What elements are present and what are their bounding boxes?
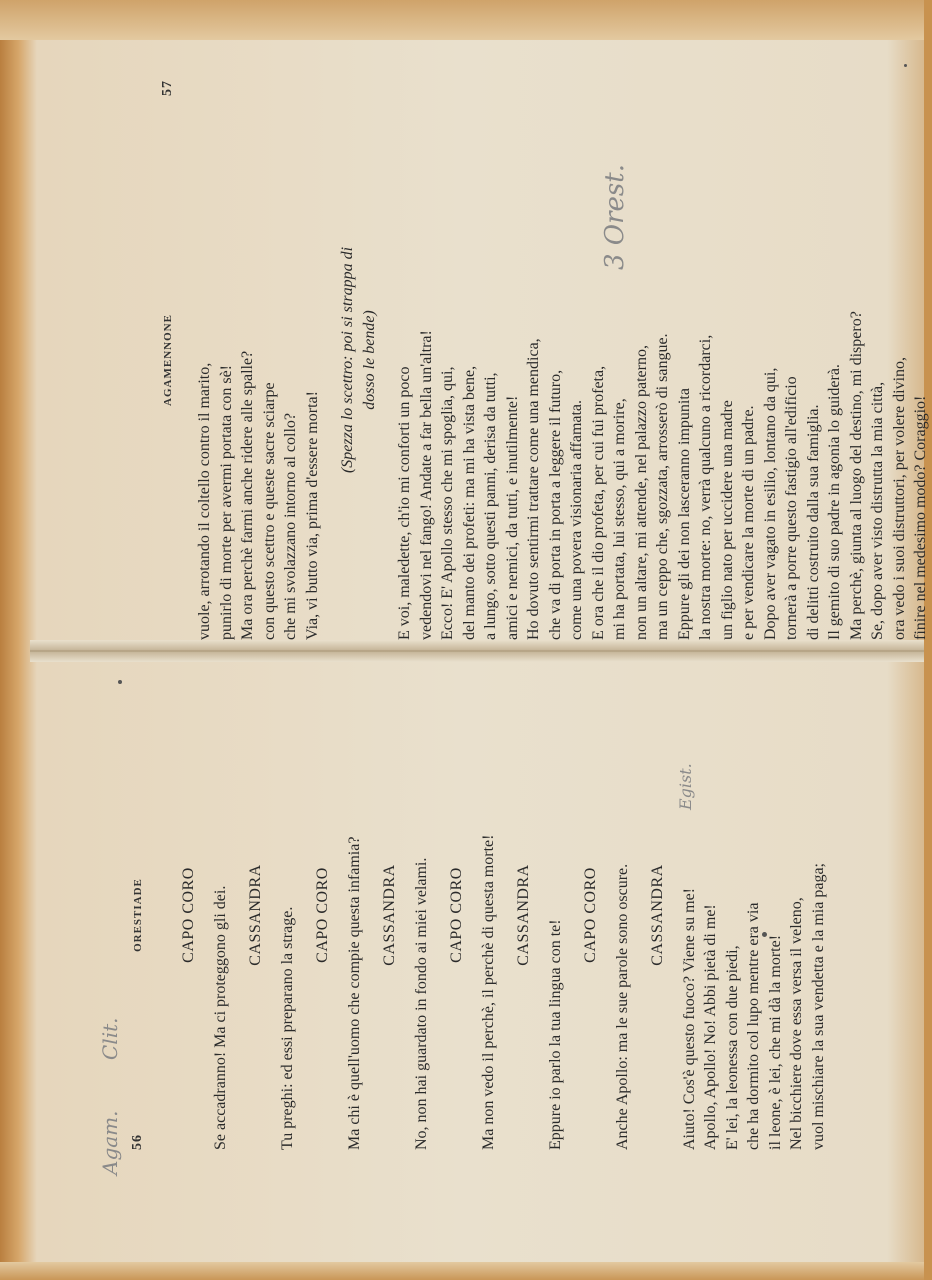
verse-line: ma un ceppo che, sgozzata, arrosserò di sangue. [654,333,671,640]
verse-line: Se accadranno! Ma ci proteggono gli dei. [211,885,229,1150]
verse-line: Ma perchè, giunta al luogo del destino, mi dispero? [847,311,865,640]
verse-line: tornerà a porre questo fastigio all'edificio [783,376,800,640]
book-edge-top [0,0,924,40]
verse-line: vedendovi nel fango! Andate a far bella un'altra! [417,330,435,640]
verse-line: Eppure io parlo la tua lingua con te! [546,919,564,1150]
page-text [194,80,932,640]
page-56 [130,680,827,1150]
verse-line: con questo scettro e queste sacre sciarpe [260,382,278,640]
verse-line: e per vendicare la morte di un padre. [740,405,757,640]
paper-speck [904,64,907,67]
verse-line: che va di porta in porta a leggere il futuro, [546,369,564,640]
speaker-name: CASSANDRA [515,864,532,966]
book-gutter [30,640,924,662]
verse-line: finire nel medesimo modo? Coraggio! [912,395,929,640]
verse-line: Via, vi butto via, prima d'essere morta! [303,391,321,640]
verse-line: E' lei, la leonessa con due piedi, [723,945,741,1150]
verse-line: come una povera visionaria affamata. [568,399,585,640]
verse-line: vuol mischiare la sua vendetta e la mia paga; [809,863,827,1150]
page-number: 56 [130,1134,145,1150]
page-57 [160,80,929,640]
verse-line: un figlio nato per uccidere una madre [718,400,736,640]
handwritten-note: 3 Orest. [600,164,630,270]
verse-line: E voi, maledette, ch'io mi conforti un poco [396,366,413,640]
verse-line: il leone, è lei, che mi dà la morte! [766,934,784,1150]
handwritten-note: Clit. [98,1017,122,1060]
speaker-name: CAPO CORO [582,867,599,963]
speaker-name: CAPO CORO [180,867,197,963]
speaker-name: CAPO CORO [448,867,465,963]
paper-speck [118,680,122,684]
verse-line: Se, dopo aver visto distrutta la mia città, [869,381,886,640]
running-title: AGAMENNONE [162,314,174,406]
running-head [160,80,184,640]
stage-direction: dosso le bende) [360,310,378,410]
verse-line: Ma ora perchè farmi anche ridere alle spalle? [239,350,256,640]
book-edge-bottom [0,1262,924,1280]
speaker-name: CASSANDRA [649,864,666,966]
page-number: 57 [160,80,175,96]
verse-line: che mi svolazzano intorno al collo? [282,412,299,640]
verse-line: di delitti costruito dalla sua famiglia. [804,404,822,640]
verse-line: Dopo aver vagato in esilio, lontano da qui, [761,367,779,640]
paper-speck [762,932,767,937]
handwritten-note: Egist. [676,763,695,810]
running-head [130,680,154,1150]
stanza-gap [323,80,337,640]
stage-direction: (Spezza lo scettro: poi si strappa di [339,246,356,474]
handwritten-note: Agam. [98,1110,122,1175]
verse-line: Aiuto! Cos'è questo fuoco? Viene su me! [680,887,698,1150]
verse-line: Tu preghi: ed essi preparano la strage. [278,906,296,1150]
verse-line: Nel bicchiere dove essa versa il veleno, [788,897,805,1150]
speaker-name: CASSANDRA [381,864,398,966]
verse-line: la nostra morte: no, verrà qualcuno a ricordarci, [697,334,714,640]
verse-line: E ora che il dio profeta, per cui fui profeta, [589,365,607,640]
speaker-name: CASSANDRA [247,864,264,966]
verse-line: amici e nemici, da tutti, e inutilmente! [503,395,521,640]
stanza-gap [380,80,394,640]
speaker-name: CAPO CORO [314,867,331,963]
verse-line: Ma chi è quell'uomo che compie questa infamia? [345,836,363,1150]
verse-line: No, non hai guardato in fondo ai miei velami. [412,857,430,1150]
verse-line: Anche Apollo: ma le sue parole sono oscure. [613,863,631,1150]
verse-line: a lungo, sotto questi panni, derisa da tutti, [482,372,499,640]
verse-line: punirlo di morte per avermi portata con sè! [217,364,235,640]
running-title: ORESTIADE [132,878,144,952]
verse-line: mi ha portata, lui stesso, qui a morire, [611,398,628,640]
verse-line: Il gemito di suo padre in agonia lo guiderà. [826,364,843,640]
verse-line: Eppure gli dei non lasceranno impunita [675,388,693,640]
page-text [164,680,829,1150]
verse-line: del manto dei profeti: ma mi ha vista bene, [460,365,478,640]
verse-line: Ma non vedo il perchè, il perchè di questa morte! [479,834,497,1150]
verse-line: Ecco! E' Apollo stesso che mi spoglia, qui, [439,366,456,640]
verse-line: Ho dovuto sentirmi trattare come una mendica, [525,338,542,640]
verse-line: Apollo, Apollo! No! Abbi pietà di me! [702,904,719,1150]
verse-line: che ha dormito col lupo mentre era via [745,902,762,1150]
verse-line: ora vedo i suoi distruttori, per volere divino, [890,356,908,640]
verse-line: non un altare, mi attende, nel palazzo paterno, [632,345,650,640]
verse-line: vuole, arrotando il coltello contro il marito, [196,362,213,640]
